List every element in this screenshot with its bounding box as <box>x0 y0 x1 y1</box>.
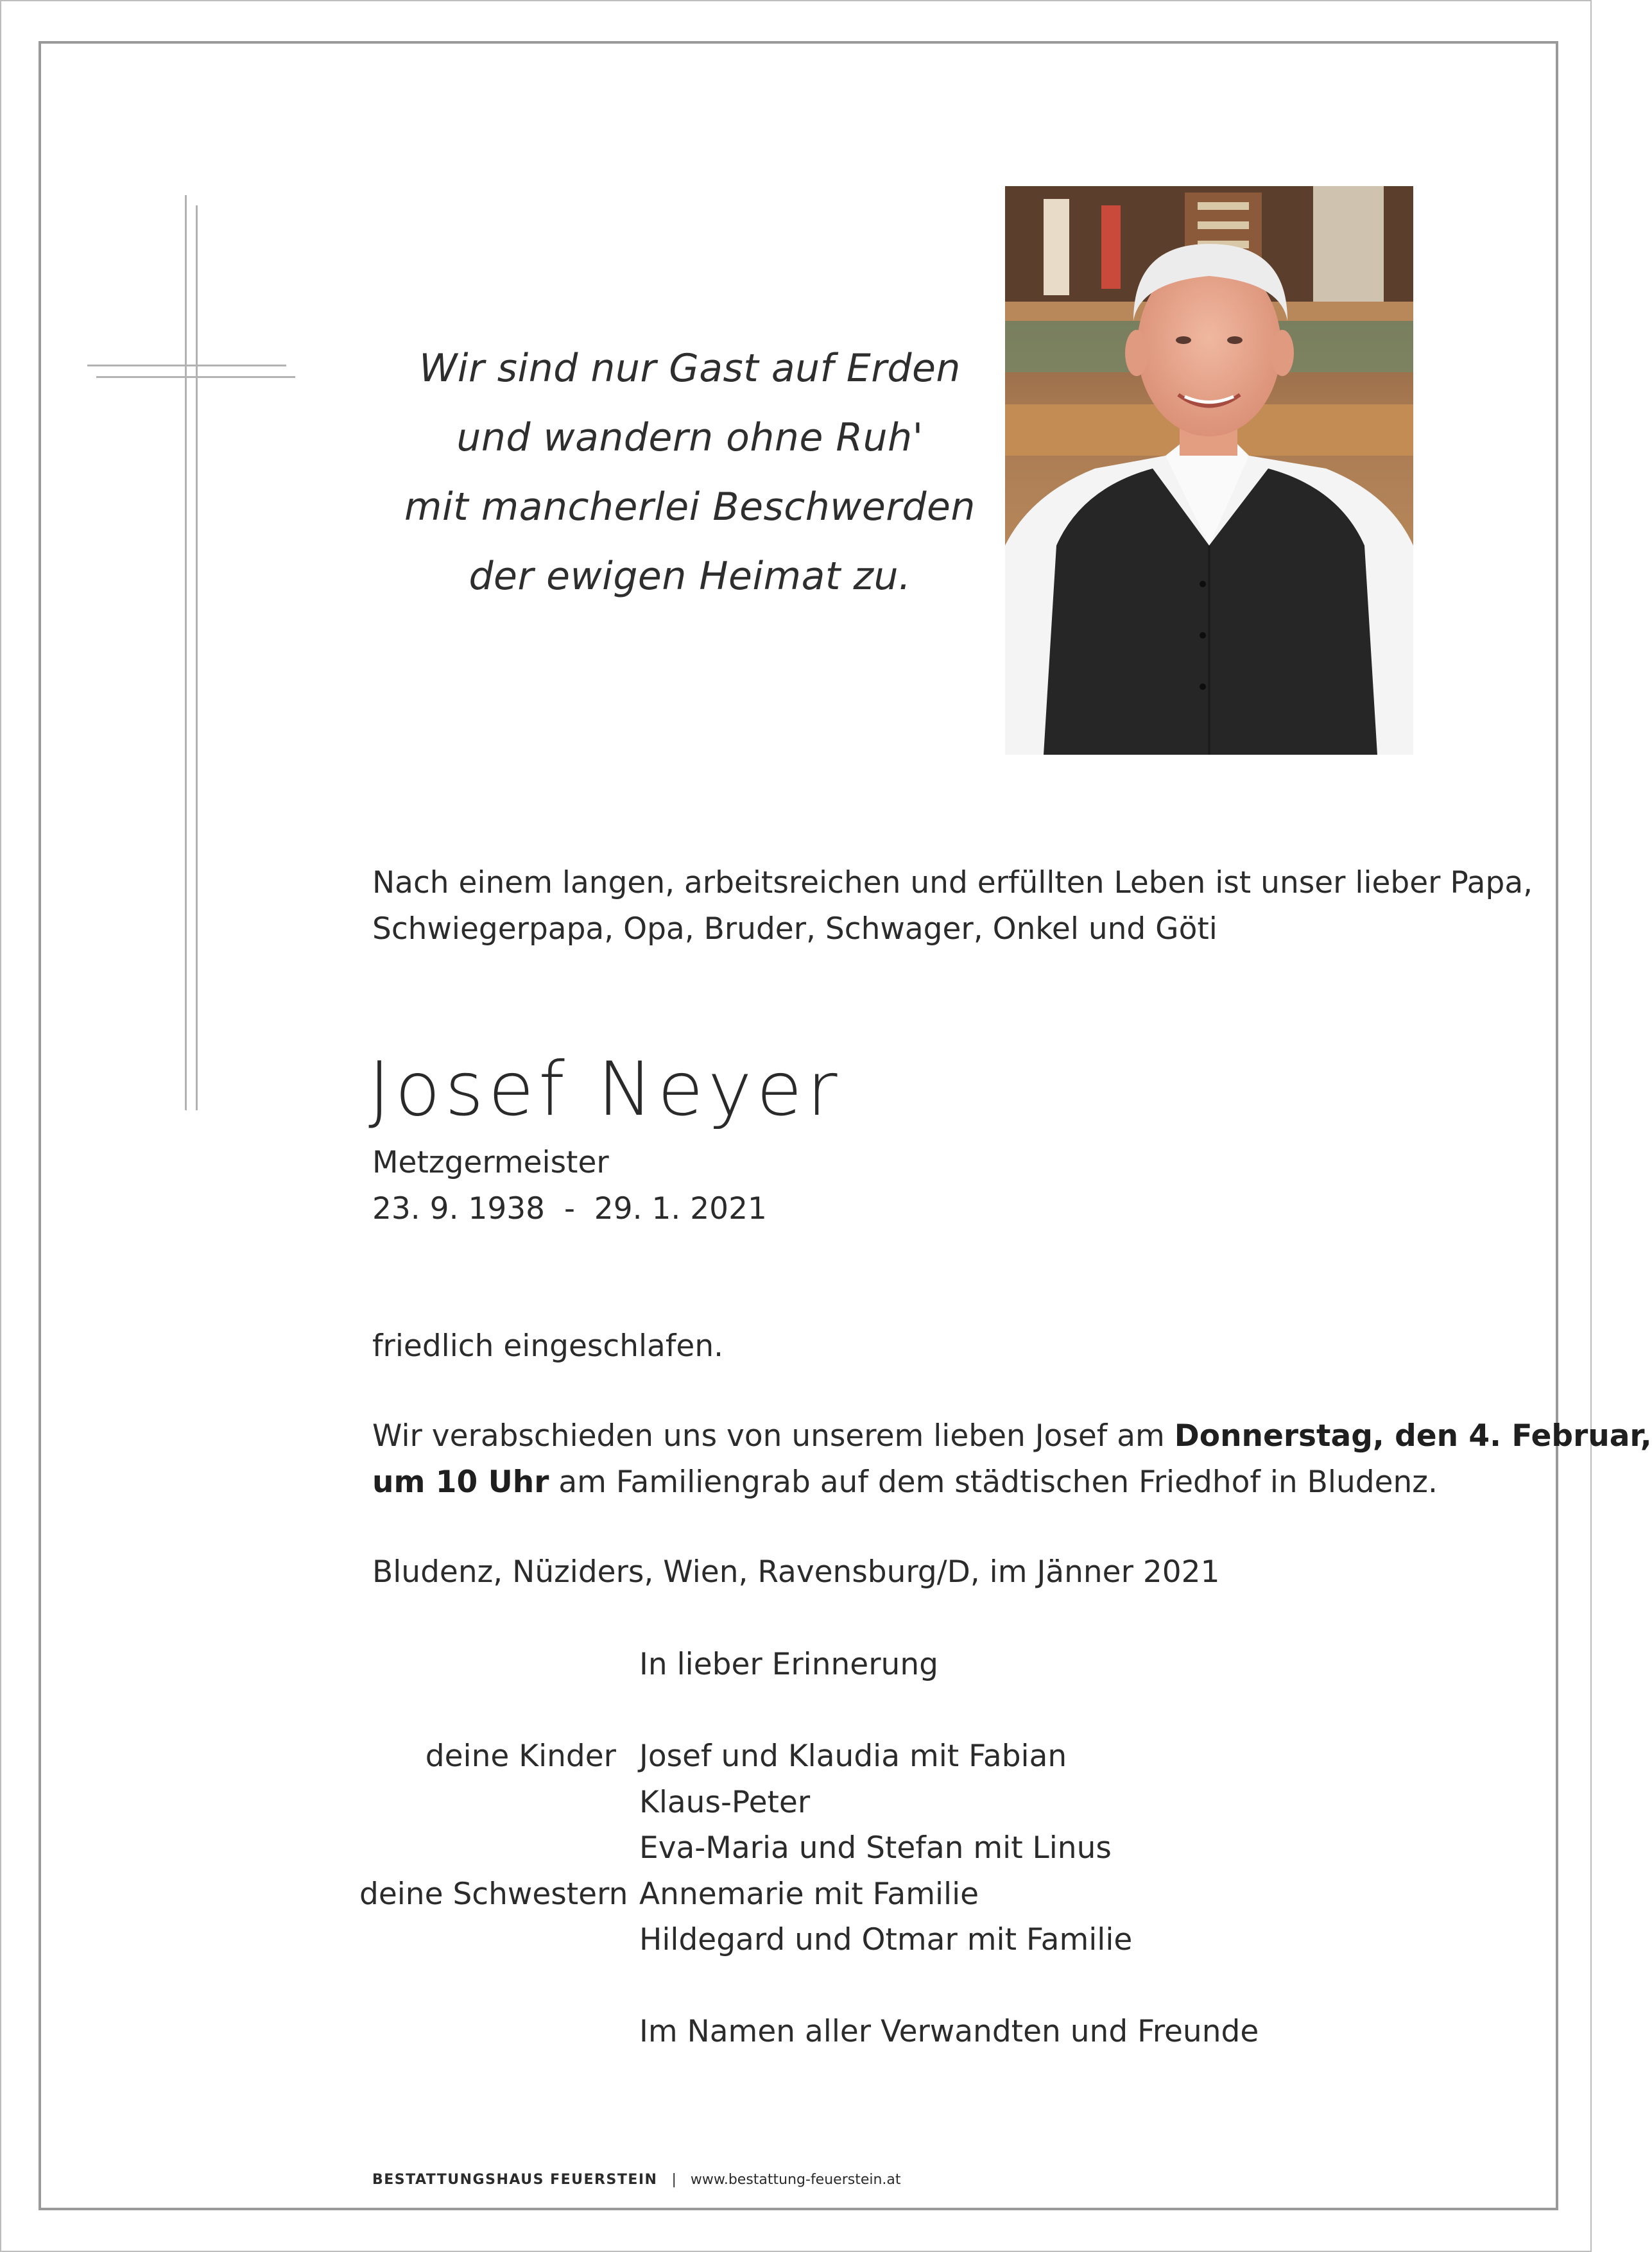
places-date: Bludenz, Nüziders, Wien, Ravensburg/D, im Jänner 2021 <box>372 1554 1220 1590</box>
portrait-photo <box>1005 186 1413 755</box>
list-item: Eva-Maria und Stefan mit Linus <box>639 1830 1112 1866</box>
sisters-label: deine Schwestern <box>359 1876 628 1912</box>
mourners-list <box>359 1642 1259 2055</box>
footer <box>372 2172 901 2188</box>
list-item: Hildegard und Otmar mit Familie <box>639 1922 1133 1957</box>
poem-line: mit mancherlei Beschwerden <box>404 485 976 529</box>
firm-name: BESTATTUNGSHAUS FEUERSTEIN <box>372 2172 658 2188</box>
farewell-text: Wir verabschieden uns von unserem lieben Josef am Donnerstag, den 4. Februar, um 10 Uhr am Familiengrab auf dem städtischen Friedhof in Bludenz. <box>372 1418 1652 1500</box>
deceased-name: Josef Neyer <box>368 1046 842 1133</box>
deceased-title: Metzgermeister <box>372 1145 609 1180</box>
passed-text: friedlich eingeschlafen. <box>372 1328 724 1364</box>
poem-line: und wandern ohne Ruh' <box>456 415 924 460</box>
poem-line: der ewigen Heimat zu. <box>469 554 911 599</box>
footer-separator: | <box>671 2172 676 2188</box>
opening-line: In lieber Erinnerung <box>639 1647 938 1682</box>
closing-line: Im Namen aller Verwandten und Freunde <box>639 2014 1259 2049</box>
children-label: deine Kinder <box>425 1739 616 1774</box>
website-link[interactable]: www.bestattung-feuerstein.at <box>690 2172 901 2188</box>
poem <box>398 334 982 611</box>
list-item: Annemarie mit Familie <box>639 1876 979 1912</box>
intro-text: Nach einem langen, arbeitsreichen und erfüllten Leben ist unser lieber Papa, Schwiegerpapa, Opa, Bruder, Schwager, Onkel und Göti <box>372 865 1533 947</box>
poem-line: Wir sind nur Gast auf Erden <box>419 346 961 391</box>
list-item: Klaus-Peter <box>639 1784 811 1820</box>
deceased-dates: 23. 9. 1938 - 29. 1. 2021 <box>372 1191 767 1226</box>
list-item: Josef und Klaudia mit Fabian <box>639 1739 1067 1774</box>
